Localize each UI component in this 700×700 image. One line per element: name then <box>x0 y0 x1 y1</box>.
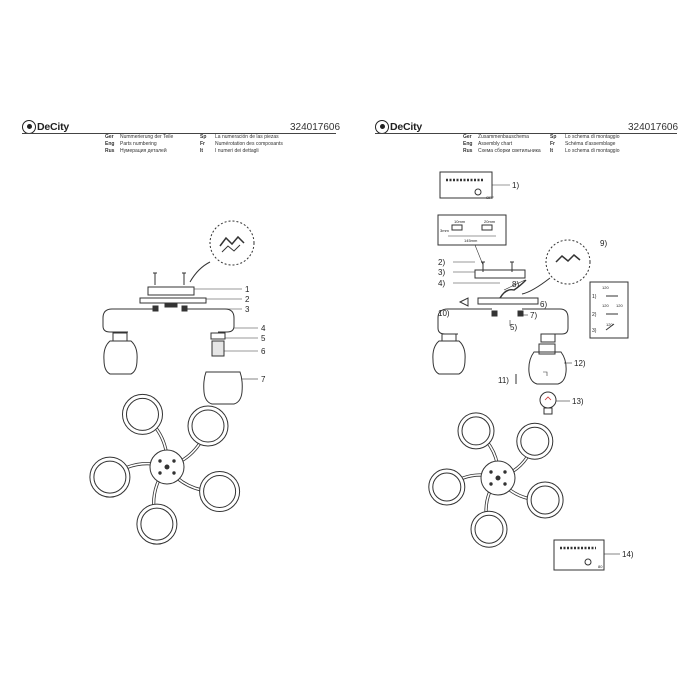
callout-13: 13) <box>572 397 584 406</box>
wiring-value-1: 120 <box>602 285 609 290</box>
callout-2: 2) <box>438 258 446 267</box>
arm-right <box>522 309 568 334</box>
callout-5: 5 <box>261 334 266 343</box>
canopy-hole-3 <box>490 483 492 485</box>
spare-parts-bag <box>554 540 620 570</box>
lamp-socket <box>212 341 224 356</box>
callout-5: 5) <box>510 323 518 332</box>
canopy-hole-1 <box>159 460 161 462</box>
bag-label-off: OFF <box>486 195 494 200</box>
chandelier-top-view <box>90 394 240 544</box>
wiring-step-1: 1) <box>592 294 597 300</box>
callout-8: 8) <box>512 280 520 289</box>
callout-7: 7) <box>530 311 538 320</box>
canopy-hole-4 <box>173 472 175 474</box>
lamp-holder-left <box>113 333 127 341</box>
shade-ring-outer-1 <box>458 413 494 449</box>
connector-detail <box>522 240 590 294</box>
shade-ring-outer-3 <box>527 482 563 518</box>
shade-ring-outer-5 <box>90 457 130 497</box>
callout-1: 1 <box>245 285 250 294</box>
assembly-diagram <box>350 0 700 700</box>
mounting-screws <box>153 273 186 285</box>
callout-6: 6 <box>261 347 266 356</box>
shade-ring-outer-2 <box>188 406 228 446</box>
shade-ring-outer-4 <box>471 511 507 547</box>
dim-3mm: 3mm <box>440 228 449 233</box>
brand-name: DeCity <box>37 121 70 133</box>
socket-ring <box>211 333 225 339</box>
chandelier-top-view <box>429 413 563 547</box>
mounting-bar <box>148 287 194 295</box>
callout-6: 6) <box>540 300 548 309</box>
callout-11: 11) <box>498 376 509 385</box>
callout-3: 3 <box>245 305 250 314</box>
language-titles: Ger Nummerierung der Teile Eng Parts numbering Rus Нумерация деталей <box>105 134 174 155</box>
bag-label-count: 80 <box>598 564 603 569</box>
wiring-step-3: 3) <box>592 328 597 334</box>
power-off-bag <box>440 172 510 198</box>
canopy-hole-3 <box>159 472 161 474</box>
glass-shade-left <box>433 341 465 374</box>
callout-10: 10) <box>438 309 450 318</box>
callout-12: 12) <box>574 359 586 368</box>
shade-ring-outer-3 <box>200 472 240 512</box>
glass-shade <box>529 352 566 384</box>
dim-145mm: 145mm <box>464 238 478 243</box>
light-bulb <box>540 392 556 414</box>
canopy-hole-2 <box>173 460 175 462</box>
glass-shade <box>204 372 243 404</box>
dim-10mm: 10mm <box>454 219 466 224</box>
language-titles-secondary: Sp Lo schema di montaggio Fr Schéma d'assemblage It Lo schema di montaggio <box>550 134 620 155</box>
assembly-chart-sheet <box>350 0 700 700</box>
wiring-value-4: 120 <box>606 322 613 327</box>
wire-connector-detail <box>190 221 254 282</box>
canopy-screw <box>165 465 169 469</box>
canopy-screw <box>496 476 500 480</box>
canopy-hole-2 <box>504 471 506 473</box>
dim-20mm: 20mm <box>484 219 496 224</box>
shade-ring-outer-5 <box>429 469 465 505</box>
brand-name: DeCity <box>390 121 423 133</box>
callout-3: 3) <box>438 268 446 277</box>
arm-left <box>103 309 158 332</box>
wiring-step-2: 2) <box>592 312 597 318</box>
callout-7: 7 <box>261 375 266 384</box>
wiring-value-3: 120 <box>602 303 609 308</box>
canopy-hole-1 <box>490 471 492 473</box>
language-titles-secondary: Sp La numeración de las piezas Fr Numérotation des composants It I numeri dei dettagli <box>200 134 283 155</box>
base-plate <box>478 298 538 304</box>
glass-shade-left <box>104 341 137 374</box>
canopy-hole-4 <box>504 483 506 485</box>
callout-4: 4) <box>438 279 446 288</box>
document-number: 324017606 <box>628 122 679 133</box>
document-number: 324017606 <box>290 122 341 133</box>
callout-2: 2 <box>245 295 250 304</box>
fixing-screw <box>460 298 468 306</box>
callout-1: 1) <box>512 181 520 190</box>
shade-ring-outer-4 <box>137 504 177 544</box>
arm-right <box>182 309 234 332</box>
callout-14: 14) <box>622 550 634 559</box>
shade-ring-outer-2 <box>517 423 553 459</box>
base-plate <box>140 298 206 303</box>
shade-ring-outer-1 <box>123 394 163 434</box>
callout-9: 9) <box>600 239 608 248</box>
language-titles: Ger Zusammenbauschema Eng Assembly chart Rus Схема сборки светильника <box>463 134 541 155</box>
callout-4: 4 <box>261 324 266 333</box>
wiring-value-2: 120 <box>616 303 623 308</box>
